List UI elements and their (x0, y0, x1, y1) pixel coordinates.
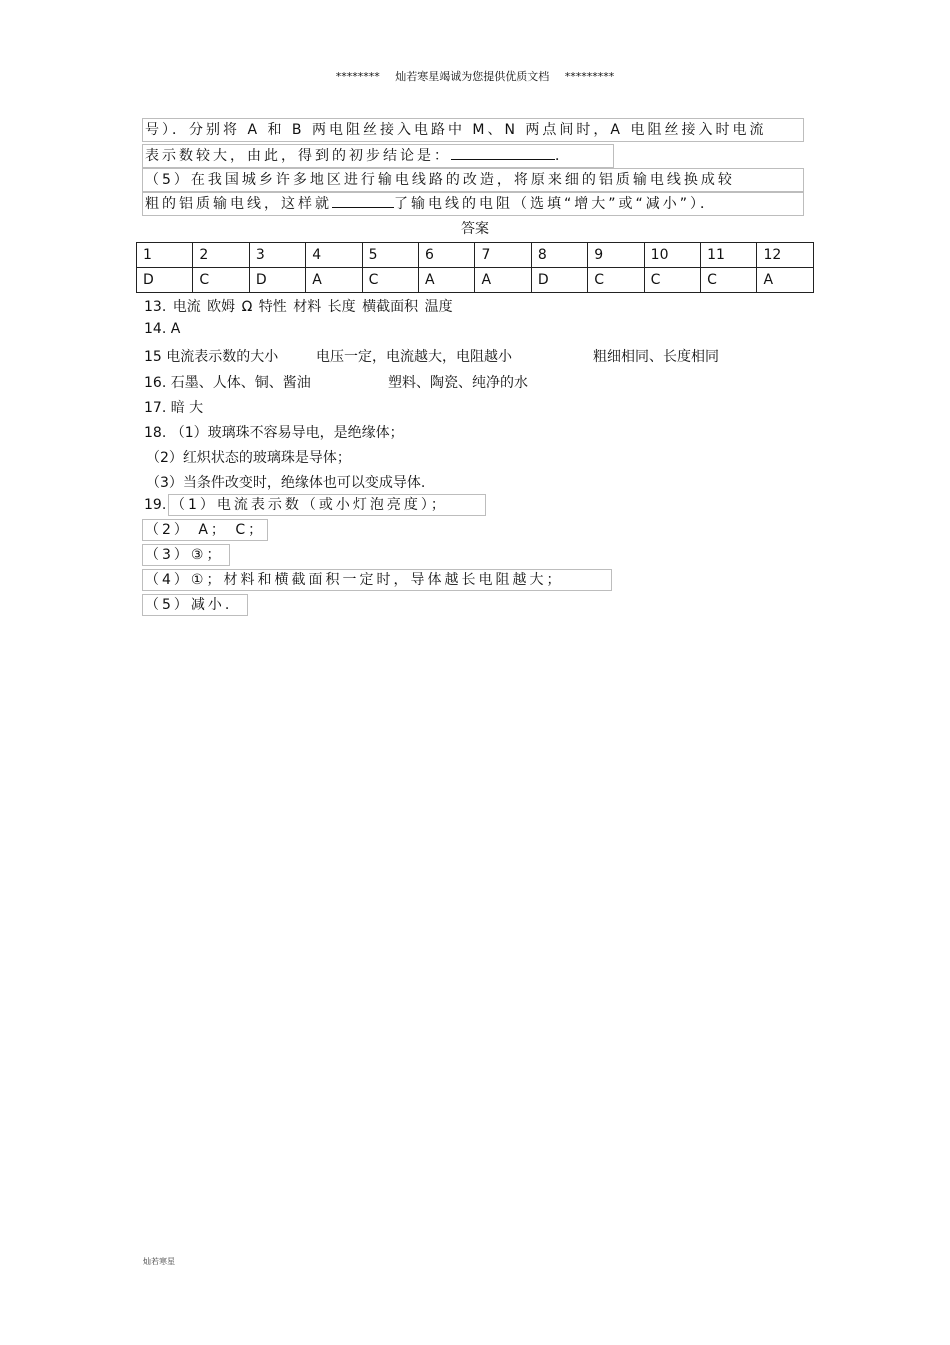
answer-16-part-2: 塑料、陶瓷、纯净的水 (388, 375, 528, 391)
answer-15-part-2: 电压一定，电流越大，电阻越小 (316, 349, 512, 365)
question-line-4-end: 了输电线的电阻（选填“增大”或“减小”）． (394, 196, 718, 212)
answer-19-line-4: （4）①；材料和横截面积一定时，导体越长电阻越大； (142, 569, 612, 591)
table-cell: 9 (588, 243, 644, 268)
table-cell: C (644, 268, 700, 293)
header-text: 灿若寒星竭诚为您提供优质文档 (395, 70, 550, 83)
table-cell: A (419, 268, 475, 293)
table-cell: 1 (137, 243, 193, 268)
answer-18-line-1: 18. （1）玻璃珠不容易导电，是绝缘体； (144, 425, 404, 441)
table-cell: 7 (475, 243, 531, 268)
answer-table-number-row (137, 243, 814, 268)
answer-15-part-1: 15 电流表示数的大小 (144, 349, 279, 365)
table-cell: C (362, 268, 418, 293)
header-stars-left: ******** (335, 70, 380, 83)
answers-title: 答案 (461, 221, 489, 237)
table-cell: D (137, 268, 193, 293)
table-cell: 2 (193, 243, 249, 268)
table-cell: 5 (362, 243, 418, 268)
answer-blank-1 (451, 159, 555, 160)
question-line-3: （5）在我国城乡许多地区进行输电线路的改造，将原来细的铝质输电线换成较 (142, 168, 804, 192)
answer-19-number: 19. (144, 497, 167, 513)
page-header (0, 68, 950, 84)
question-line-4-text: 粗的铝质输电线，这样就 (145, 196, 332, 212)
question-line-1: 号）．分别将 A 和 B 两电阻丝接入电路中 M、N 两点间时，A 电阻丝接入时电流 (142, 118, 804, 142)
table-cell: 3 (249, 243, 305, 268)
table-cell: 10 (644, 243, 700, 268)
table-cell: C (193, 268, 249, 293)
header-stars-right: ********* (564, 70, 615, 83)
answer-19-line-3: （3）③； (142, 544, 230, 566)
answer-13: 13. 电流 欧姆 Ω 特性 材料 长度 横截面积 温度 (144, 299, 453, 315)
table-cell: A (757, 268, 814, 293)
question-line-2-end: ． (555, 148, 572, 164)
table-cell: C (701, 268, 757, 293)
question-line-4 (142, 192, 804, 216)
table-cell: A (475, 268, 531, 293)
answer-14: 14. A (144, 321, 181, 337)
answer-blank-2 (332, 207, 394, 208)
answer-15-part-3: 粗细相同、长度相同 (593, 349, 719, 365)
answer-18-line-3: （3）当条件改变时，绝缘体也可以变成导体. (146, 475, 426, 491)
question-line-2 (142, 144, 614, 168)
table-cell: 12 (757, 243, 814, 268)
answer-17: 17. 暗 大 (144, 400, 204, 416)
table-cell: A (306, 268, 362, 293)
table-cell: D (249, 268, 305, 293)
answer-table (136, 242, 814, 293)
answer-19-line-1: （1）电流表示数（或小灯泡亮度）； (168, 494, 486, 516)
table-cell: D (531, 268, 587, 293)
question-line-2-text: 表示数较大，由此，得到的初步结论是： (145, 148, 451, 164)
answer-18-line-2: （2）红炽状态的玻璃珠是导体； (146, 450, 351, 466)
page-footer: 灿若寒星 (143, 1257, 175, 1266)
answer-19-line-2: （2） A； C； (142, 519, 268, 541)
answer-table-letter-row (137, 268, 814, 293)
table-cell: 6 (419, 243, 475, 268)
table-cell: 4 (306, 243, 362, 268)
table-cell: C (588, 268, 644, 293)
table-cell: 8 (531, 243, 587, 268)
table-cell: 11 (701, 243, 757, 268)
answer-19-line-5: （5）减小. (142, 594, 248, 616)
answer-16-part-1: 16. 石墨、人体、铜、酱油 (144, 375, 311, 391)
